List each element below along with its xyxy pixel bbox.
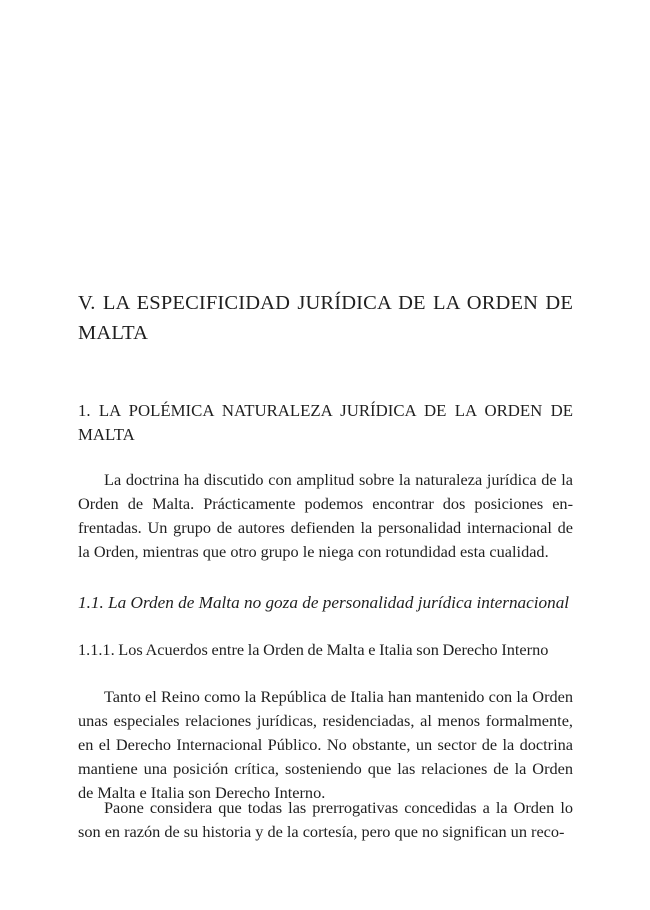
body-paragraph: Tanto el Reino como la República de Italia han mantenido con la Orden unas especiales relaciones jurídicas, residenciadas, al menos formalmente, en el Derecho Internacional Público. No obstante, un sector de la doctrina mantiene una posición crítica, sosteniendo que las relaciones de la Orden de Malta e Italia son Derecho Interno.: [78, 687, 573, 802]
subsubsection-title: 1.1.1. Los Acuerdos entre la Orden de Malta e Italia son Derecho Interno: [78, 640, 549, 659]
body-paragraph: Paone considera que todas las prerrogativas concedidas a la Orden lo son en razón de su historia y de la cortesía, pero que no significan un reco-: [78, 798, 573, 841]
body-paragraph: La doctrina ha discutido con amplitud sobre la naturaleza jurídica de la Orden de Malta. Prácticamente podemos encontrar dos posiciones enfrentadas. Un grupo de autores defienden la personalidad internacional de la Orden, mientras que otro grupo le niega con rotundidad esta cualidad.: [78, 470, 573, 561]
subsection-title: 1.1. La Orden de Malta no goza de personalidad jurídica internacional: [78, 593, 570, 612]
document-page: [78, 0, 573, 910]
chapter-title: V. LA ESPECIFICIDAD JURÍDICA DE LA ORDEN DE MALTA: [78, 292, 573, 344]
section-title: 1. LA POLÉMICA NATURALEZA JURÍDICA DE LA ORDEN DE MALTA: [78, 401, 573, 444]
